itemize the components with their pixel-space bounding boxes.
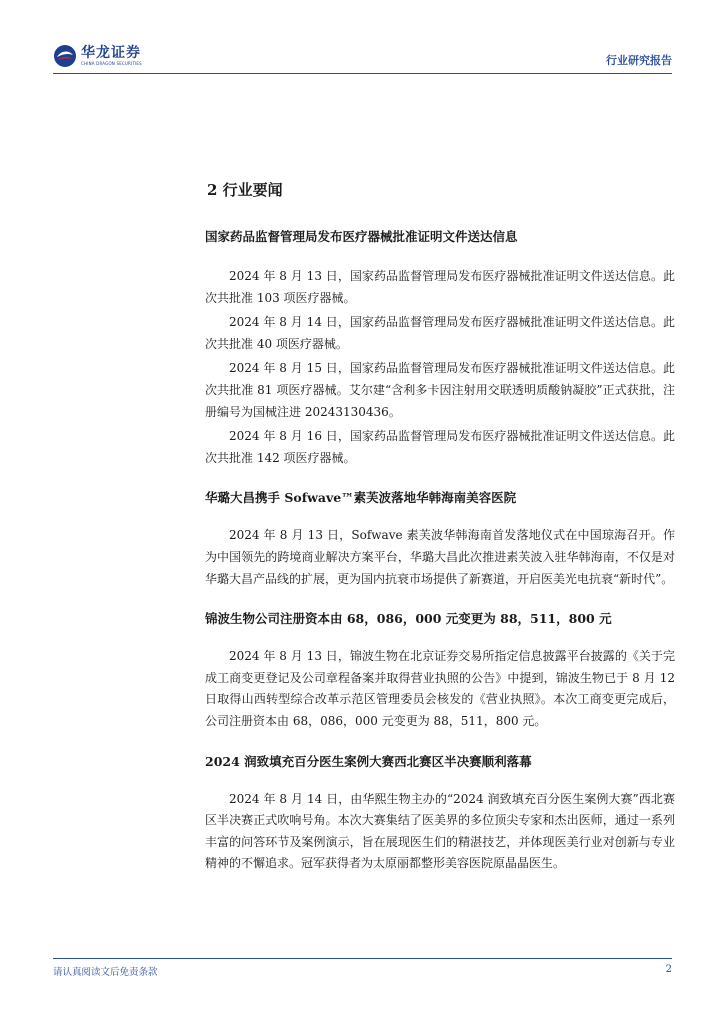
news-item-runzhi — [205, 753, 675, 875]
header-divider — [53, 73, 672, 74]
news-title: 2024 润致填充百分医生案例大赛西北赛区半决赛顺利落幕 — [205, 753, 532, 769]
report-type-label: 行业研究报告 — [606, 54, 672, 67]
news-title: 华璐大昌携手 Sofwave™素芙波落地华韩海南美容医院 — [205, 490, 517, 506]
logo-name-en: CHINA DRAGON SECURITIES — [81, 61, 142, 66]
company-logo — [53, 40, 163, 72]
news-title: 国家药品监督管理局发布医疗器械批准证明文件送达信息 — [205, 229, 518, 244]
disclaimer-note: 请认真阅读文后免责条款 — [53, 967, 158, 978]
news-paragraph: 2024 年 8 月 15 日，国家药品监督管理局发布医疗器械批准证明文件送达信息。此次共批准 81 项医疗器械。艾尔建“含利多卡因注射用交联透明质酸钠凝胶”正式获批，注册编号为国械注进 20243130436。 — [205, 361, 675, 419]
section-title: 2 行业要闻 — [207, 181, 283, 199]
page-header — [0, 0, 724, 80]
news-item-jinbo — [205, 610, 675, 732]
news-item-nmpa — [205, 228, 675, 469]
news-paragraph: 2024 年 8 月 13 日，锦波生物在北京证券交易所指定信息披露平台披露的《关于完成工商变更登记及公司章程备案并取得营业执照的公告》中提到，锦波生物已于 8 月 12 日取得山西转型综合改革示范区管理委员会核发的《营业执照》。本次工商变更完成后，公司注册资本由 68，086，000 元变更为 88，511，800 元。 — [205, 649, 675, 728]
main-content — [205, 176, 675, 875]
logo-name-cn: 华龙证券 — [81, 45, 141, 61]
news-title: 锦波生物公司注册资本由 68，086，000 元变更为 88，511，800 元 — [205, 611, 612, 627]
news-paragraph: 2024 年 8 月 14 日，国家药品监督管理局发布医疗器械批准证明文件送达信息。此次共批准 40 项医疗器械。 — [205, 315, 675, 351]
dragon-logo-icon — [53, 44, 77, 68]
news-paragraph: 2024 年 8 月 16 日，国家药品监督管理局发布医疗器械批准证明文件送达信息。此次共批准 142 项医疗器械。 — [205, 429, 675, 465]
page-number: 2 — [665, 964, 672, 975]
news-paragraph: 2024 年 8 月 14 日，由华熙生物主办的“2024 润致填充百分医生案例大赛”西北赛区半决赛正式吹响号角。本次大赛集结了医美界的多位顶尖专家和杰出医师，通过一系列丰富的问答环节及案例演示，旨在展现医生们的精湛技艺，并体现医美行业对创新与专业精神的不懈追求。冠军获得者为太原丽都整形美容医院原晶晶医生。 — [205, 791, 675, 871]
footer-divider — [53, 958, 672, 959]
news-paragraph: 2024 年 8 月 13 日，Sofwave 素芙波华韩海南首发落地仪式在中国琼海召开。作为中国领先的跨境商业解决方案平台，华璐大昌此次推进素芙波入驻华韩海南，不仅是对华璐大昌产品线的扩展，更为国内抗衰市场提供了新赛道，开启医美光电抗衰“新时代”。 — [205, 528, 675, 586]
news-item-sofwave — [205, 489, 675, 590]
news-paragraph: 2024 年 8 月 13 日，国家药品监督管理局发布医疗器械批准证明文件送达信息。此次共批准 103 项医疗器械。 — [205, 269, 675, 305]
